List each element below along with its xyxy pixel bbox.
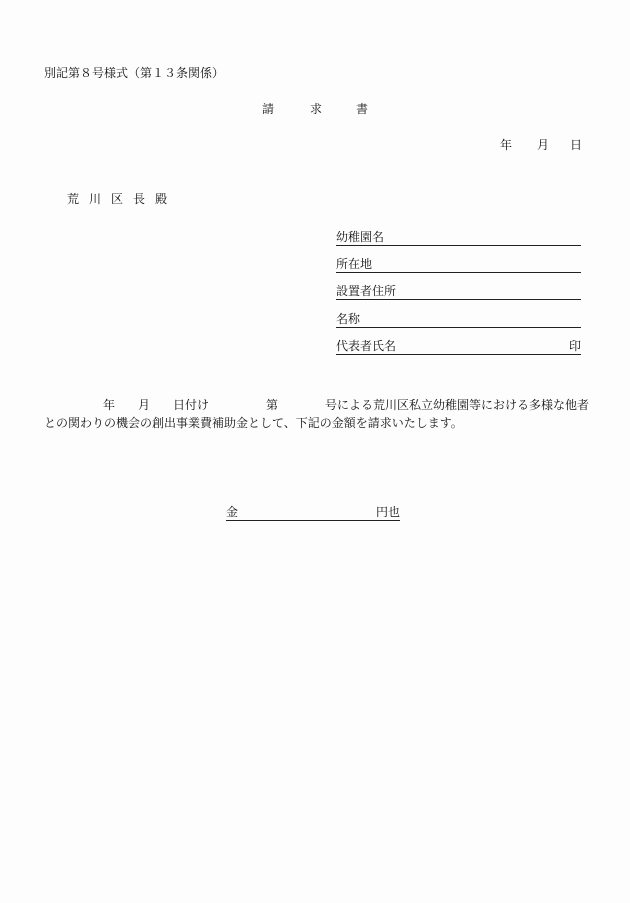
representative-name-field[interactable] — [336, 339, 581, 355]
amount-field[interactable] — [226, 505, 400, 521]
field-label: 代表者氏名 — [336, 339, 397, 353]
address-field[interactable] — [336, 257, 581, 273]
body-line1-rest: 号による荒川区私立幼稚園等における多様な他者 — [325, 398, 590, 412]
kindergarten-name-field[interactable] — [336, 230, 581, 246]
body-month: 月 — [138, 398, 151, 412]
field-label: 名称 — [336, 312, 361, 326]
addressee-char: 長 — [133, 192, 146, 206]
date-month: 月 — [537, 138, 550, 152]
addressee-char: 川 — [89, 192, 102, 206]
amount-prefix: 金 — [226, 505, 239, 519]
body-number-prefix: 第 — [266, 398, 279, 412]
addressee-char: 荒 — [67, 192, 80, 206]
form-reference: 別記第８号様式（第１３条関係） — [44, 66, 225, 80]
date-day: 日 — [570, 138, 583, 152]
amount-suffix: 円也 — [375, 505, 400, 519]
addressee — [67, 192, 167, 206]
name-field[interactable] — [336, 312, 581, 328]
title-char-2: 求 — [310, 102, 323, 116]
body-day: 日付け — [173, 398, 210, 412]
field-label: 所在地 — [336, 257, 373, 271]
seal-mark: 印 — [568, 339, 581, 353]
field-label: 幼稚園名 — [336, 230, 385, 244]
addressee-char: 区 — [111, 192, 124, 206]
body-year: 年 — [103, 398, 116, 412]
body-line2: との関わりの機会の創出事業費補助金として、下記の金額を請求いたします。 — [44, 416, 463, 430]
founder-address-field[interactable] — [336, 284, 581, 300]
date-year: 年 — [500, 138, 513, 152]
title-char-3: 書 — [356, 102, 369, 116]
addressee-char: 殿 — [155, 192, 168, 206]
title-char-1: 請 — [262, 102, 275, 116]
field-label: 設置者住所 — [336, 284, 397, 298]
